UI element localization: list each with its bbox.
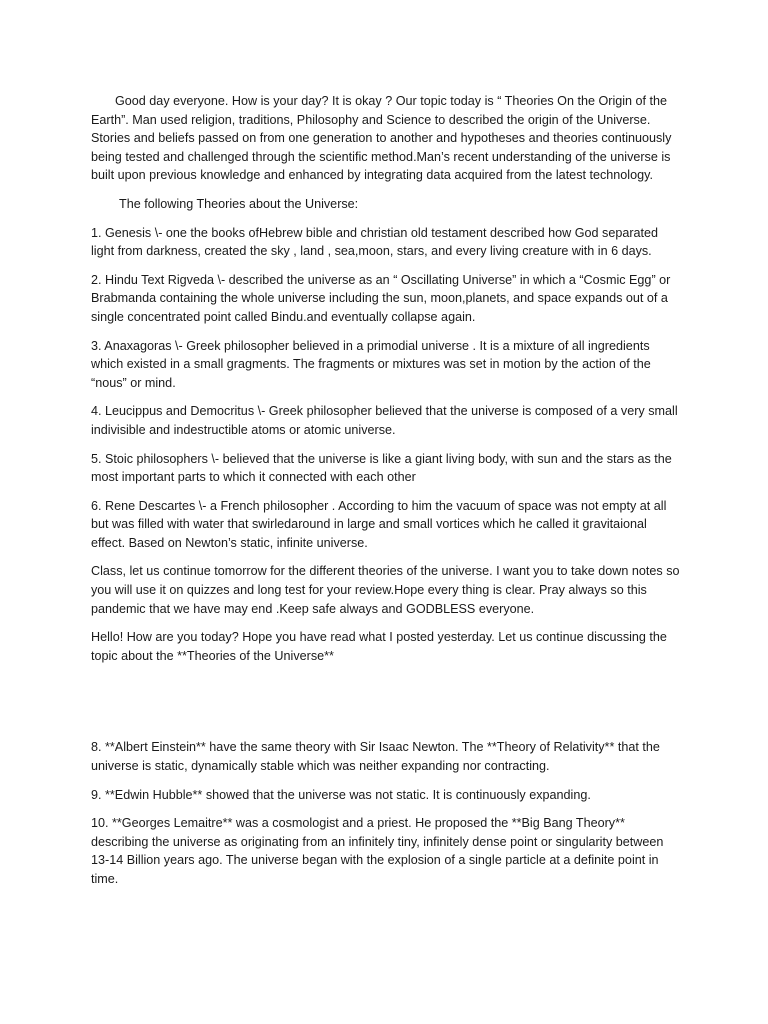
intro-paragraph: Good day everyone. How is your day? It is okay ? Our topic today is “ Theories On the Origin of the Earth”. Man used religion, traditions, Philosophy and Science to described the origin of the Universe. Stories and beliefs passed on from one generation to another and hypotheses and theories continuously being tested and challenged through the scientific method.Man’s recent understanding of the universe is built upon previous knowledge and enhanced by integrating data acquired from the latest technology. [91, 94, 672, 183]
theory-item-stoic: 5. Stoic philosophers \- believed that the universe is like a giant living body, with sun and the stars as the most important parts to which it connected with each other [91, 451, 672, 485]
greeting-paragraph: Hello! How are you today? Hope you have read what I posted yesterday. Let us continue discussing the topic about the **Theories of the Universe** [91, 630, 667, 663]
theory-item-anaxagoras: 3. Anaxagoras \- Greek philosopher believed in a primodial universe . It is a mixture of all ingredients which existed in a small gragments. The fragments or mixtures was set in motion by the action of the “nous” or mind. [91, 338, 651, 390]
document-body [91, 92, 681, 899]
closing-paragraph: Class, let us continue tomorrow for the different theories of the universe. I want you to take down notes so you will use it on quizzes and long test for your review.Hope every thing is clear. Pray always so this pandemic that we have may end .Keep safe always and GODBLESS everyone. [91, 564, 680, 616]
theory-item-hubble: 9. **Edwin Hubble** showed that the universe was not static. It is continuously expanding. [91, 787, 591, 802]
theory-item-lemaitre: 10. **Georges Lemaitre** was a cosmologist and a priest. He proposed the **Big Bang Theory** describing the universe as originating from an infinitely tiny, infinitely dense point or singularity between 13-14 Billion years ago. The universe began with the explosion of a single particle at a definite point in time. [91, 816, 664, 886]
theory-item-einstein: 8. **Albert Einstein** have the same theory with Sir Isaac Newton. The **Theory of Relativity** that the universe is static, dynamically stable which was neither expanding nor contracting. [91, 740, 660, 774]
theory-item-leucippus-democritus: 4. Leucippus and Democritus \- Greek philosopher believed that the universe is composed of a very small indivisible and indestructible atoms or atomic universe. [91, 404, 678, 437]
blank-space [91, 675, 681, 738]
theory-item-genesis: 1. Genesis \- one the books ofHebrew bible and christian old testament described how God separated light from darkness, created the sky , land , sea,moon, stars, and every living creature with in 6 days. [91, 225, 659, 259]
theory-item-descartes: 6. Rene Descartes \- a French philosopher . According to him the vacuum of space was not empty at all but was filled with water that swirledaround in large and small vortices which he called it gravitaional effect. Based on Newton’s static, infinite universe. [91, 498, 667, 550]
theories-heading: The following Theories about the Universe: [119, 196, 359, 211]
theory-item-rigveda: 2. Hindu Text Rigveda \- described the universe as an “ Oscillating Universe” in which a “Cosmic Egg” or Brabmanda containing the whole universe including the sun, moon,planets, and space expands out of a single concentrated point called Bindu.and eventually collapse again. [91, 272, 671, 324]
